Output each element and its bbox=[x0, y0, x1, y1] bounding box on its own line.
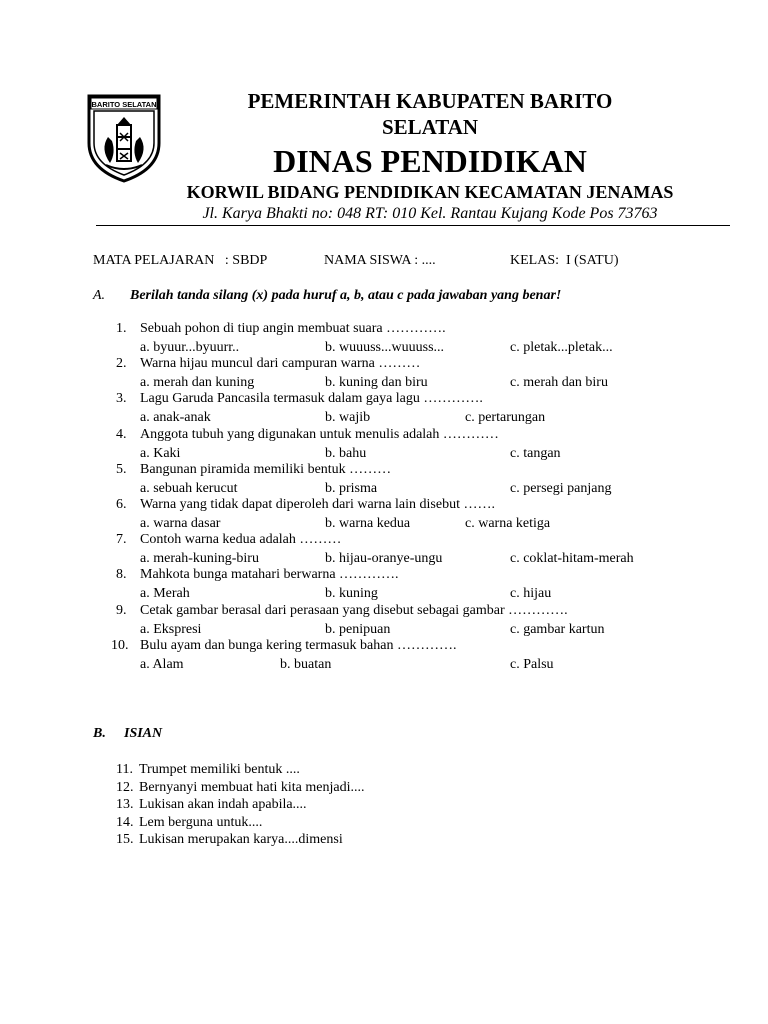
question-number: 1. bbox=[116, 321, 127, 336]
question-number: 2. bbox=[116, 356, 127, 372]
answer-option-b: b. kuning dan biru bbox=[325, 375, 428, 391]
header-district-office: KORWIL BIDANG PENDIDIKAN KECAMATAN JENAMAS bbox=[186, 182, 674, 202]
question-number: 7. bbox=[116, 532, 127, 548]
answer-option-a: a. merah-kuning-biru bbox=[140, 551, 259, 567]
section-b-title: ISIAN bbox=[124, 726, 163, 741]
answer-option-b: b. wuuuss...wuuuss... bbox=[325, 340, 445, 355]
answer-option-b: b. buatan bbox=[280, 656, 332, 672]
question-text: Mahkota bunga matahari berwarna …………. bbox=[140, 567, 399, 583]
answer-option-c: c. coklat-hitam-merah bbox=[510, 551, 634, 567]
question-number: 8. bbox=[116, 567, 127, 583]
section-a-letter: A. bbox=[93, 288, 106, 303]
subject-label: MATA PELAJARAN : SBDP bbox=[93, 253, 268, 268]
answer-option-c: c. hijau bbox=[510, 586, 552, 602]
answer-option-a: a. Merah bbox=[140, 586, 190, 602]
answer-option-c: c. Palsu bbox=[510, 656, 554, 672]
answer-option-c: c. persegi panjang bbox=[510, 480, 612, 496]
question-number: 10. bbox=[111, 637, 129, 653]
header-region: SELATAN bbox=[381, 115, 479, 139]
question-text: Bulu ayam dan bunga kering termasuk bahan …………. bbox=[140, 637, 457, 653]
item-text: Lem berguna untuk.... bbox=[139, 814, 263, 830]
question-text: Contoh warna kedua adalah ……… bbox=[140, 532, 342, 548]
answer-option-b: b. wajib bbox=[325, 410, 371, 426]
item-number: 14. bbox=[116, 814, 134, 830]
answer-option-a: a. anak-anak bbox=[140, 410, 211, 426]
item-text: Trumpet memiliki bentuk .... bbox=[139, 762, 300, 777]
question-number: 4. bbox=[116, 426, 127, 442]
question-text: Bangunan piramida memiliki bentuk ……… bbox=[140, 461, 392, 477]
section-b-letter: B. bbox=[93, 726, 106, 741]
item-number: 13. bbox=[116, 797, 134, 813]
answer-option-c: c. tangan bbox=[510, 445, 561, 461]
answer-option-a: a. merah dan kuning bbox=[140, 375, 255, 391]
item-number: 11. bbox=[116, 762, 133, 777]
answer-option-b: b. bahu bbox=[325, 445, 367, 461]
item-text: Lukisan merupakan karya....dimensi bbox=[139, 832, 343, 848]
answer-option-a: a. sebuah kerucut bbox=[140, 480, 238, 496]
question-number: 5. bbox=[116, 461, 127, 477]
answer-option-a: a. byuur...byuurr.. bbox=[140, 340, 240, 355]
answer-option-b: b. kuning bbox=[325, 586, 378, 602]
question-text: Sebuah pohon di tiup angin membuat suara …………. bbox=[140, 321, 446, 336]
item-number: 15. bbox=[116, 832, 134, 848]
answer-option-a: a. Ekspresi bbox=[140, 621, 202, 637]
answer-option-b: b. prisma bbox=[325, 480, 378, 496]
question-text: Anggota tubuh yang digunakan untuk menulis adalah ………… bbox=[140, 426, 499, 442]
answer-option-b: b. hijau-oranye-ungu bbox=[325, 551, 443, 567]
question-text: Lagu Garuda Pancasila termasuk dalam gaya lagu …………. bbox=[140, 391, 483, 407]
question-text: Cetak gambar berasal dari perasaan yang disebut sebagai gambar …………. bbox=[140, 602, 568, 618]
question-number: 6. bbox=[116, 497, 127, 512]
answer-option-a: a. Alam bbox=[140, 656, 184, 672]
answer-option-b: b. warna kedua bbox=[325, 516, 411, 531]
item-number: 12. bbox=[116, 779, 134, 795]
question-text: Warna yang tidak dapat diperoleh dari warna lain disebut ……. bbox=[140, 497, 495, 512]
section-a-instruction: Berilah tanda silang (x) pada huruf a, b, atau c pada jawaban yang benar! bbox=[130, 288, 562, 303]
item-text: Bernyanyi membuat hati kita menjadi.... bbox=[139, 779, 365, 795]
class-label: KELAS: I (SATU) bbox=[510, 253, 619, 268]
header-address: Jl. Karya Bhakti no: 048 RT: 010 Kel. Rantau Kujang Kode Pos 73763 bbox=[202, 205, 658, 222]
answer-option-b: b. penipuan bbox=[325, 621, 391, 637]
answer-option-c: c. pletak...pletak... bbox=[510, 340, 613, 355]
answer-option-c: c. gambar kartun bbox=[510, 621, 605, 637]
regency-emblem bbox=[86, 93, 162, 183]
answer-option-a: a. Kaki bbox=[140, 445, 181, 461]
answer-option-c: c. merah dan biru bbox=[510, 375, 608, 391]
answer-option-a: a. warna dasar bbox=[140, 516, 221, 531]
answer-option-c: c. warna ketiga bbox=[465, 516, 551, 531]
answer-option-c: c. pertarungan bbox=[465, 410, 546, 426]
header-department: DINAS PENDIDIKAN bbox=[273, 143, 587, 179]
question-text: Warna hijau muncul dari campuran warna ……… bbox=[140, 356, 421, 372]
item-text: Lukisan akan indah apabila.... bbox=[139, 797, 307, 813]
student-name-label: NAMA SISWA : .... bbox=[324, 253, 436, 268]
question-number: 3. bbox=[116, 391, 127, 407]
question-number: 9. bbox=[116, 602, 127, 618]
header-government: PEMERINTAH KABUPATEN BARITO bbox=[247, 89, 613, 113]
header-divider bbox=[96, 225, 730, 226]
emblem-label: BARITO SELATAN bbox=[91, 100, 157, 109]
